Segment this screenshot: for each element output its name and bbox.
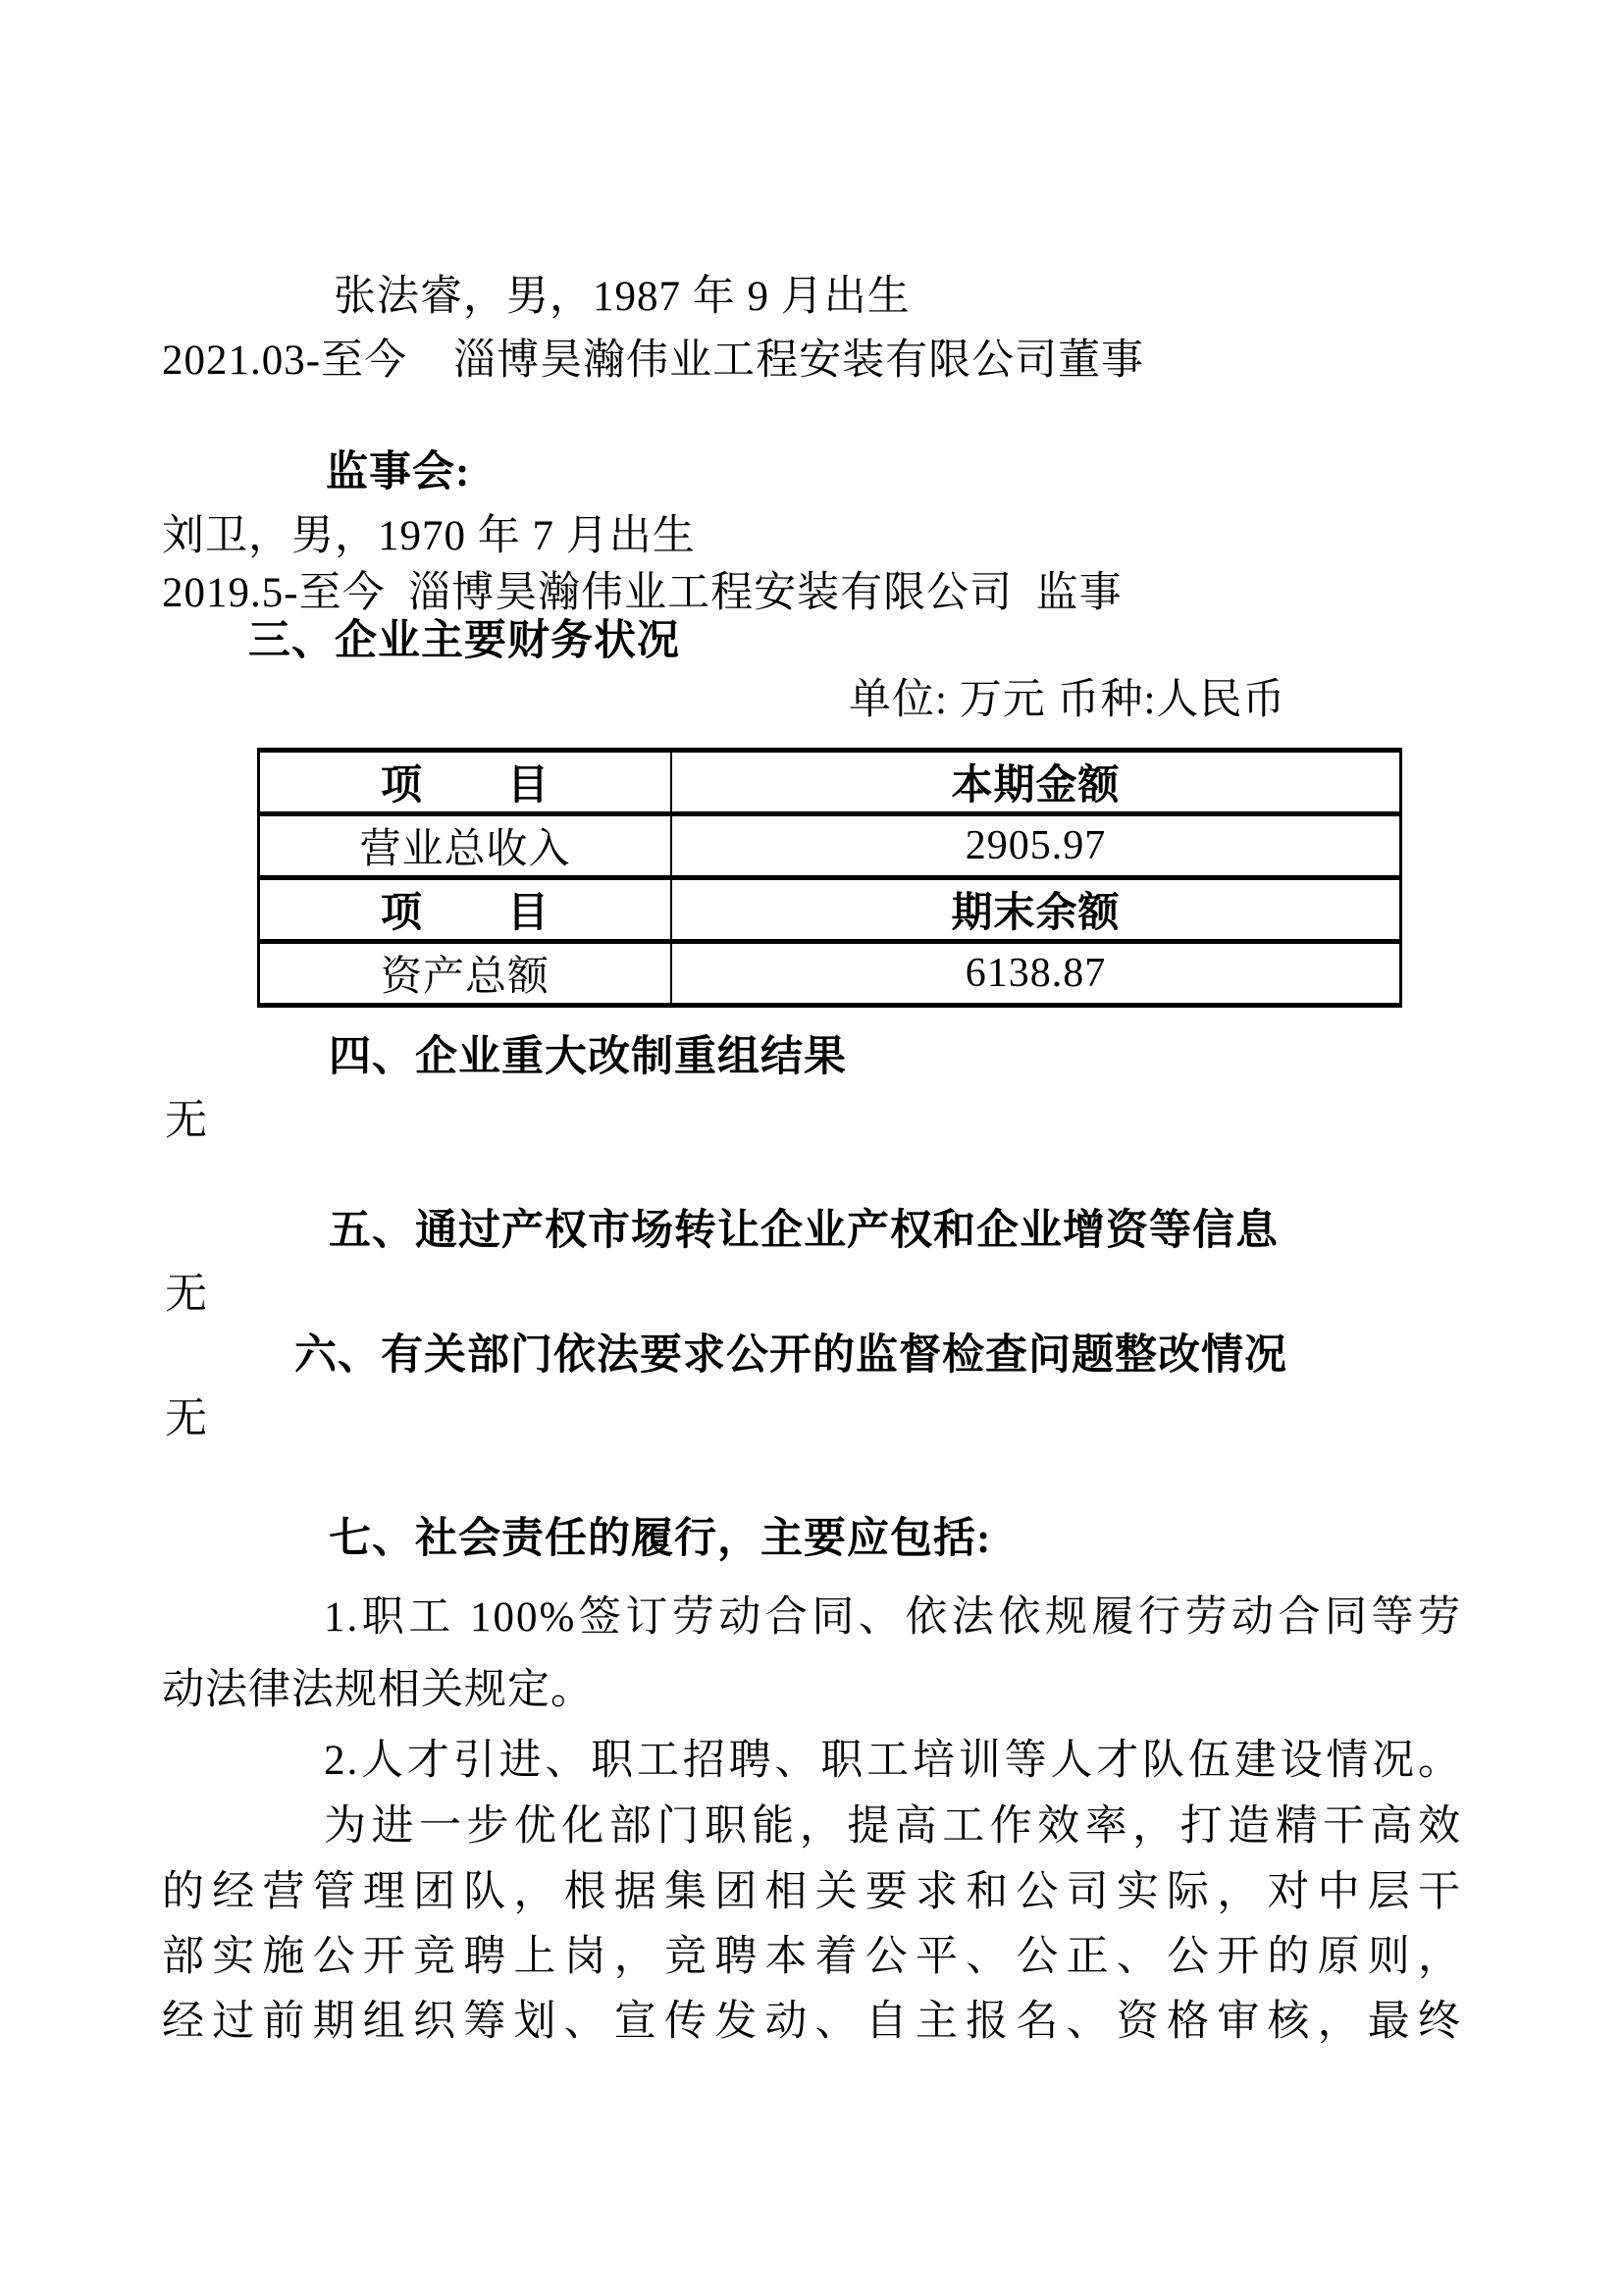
supervisory-board-heading: 监事会:	[326, 449, 471, 496]
supervisor-person-line: 刘卫，男，1970 年 7 月出生	[162, 513, 696, 559]
table-header-item: 项 目	[259, 751, 672, 814]
section-property-transfer-content: 无	[165, 1272, 208, 1318]
social-responsibility-para3-line3: 部实施公开竞聘上岗，竞聘本着公平、公正、公开的原则，	[162, 1934, 1462, 1980]
finance-table-header-row	[259, 751, 1401, 814]
table-cell-assets-value: 6138.87	[671, 942, 1401, 1006]
table-header-item-2: 项 目	[259, 878, 672, 942]
social-responsibility-para3-line2: 的经营管理团队，根据集团相关要求和公司实际，对中层干	[162, 1869, 1462, 1915]
finance-table-header-row-2	[259, 878, 1401, 942]
social-responsibility-para3-line1: 为进一步优化部门职能，提高工作效率，打造精干高效	[324, 1803, 1462, 1850]
social-responsibility-para3-line4: 经过前期组织筹划、宣传发动、自主报名、资格审核，最终	[162, 1999, 1462, 2045]
table-cell-revenue-label: 营业总收入	[259, 814, 672, 878]
social-responsibility-para2-line1: 2.人才引进、职工招聘、职工培训等人才队伍建设情况。	[324, 1738, 1462, 1784]
director-person-line: 张法睿，男，1987 年 9 月出生	[334, 274, 911, 320]
finance-table-row-assets	[259, 942, 1401, 1006]
social-responsibility-para1-line2: 动法律法规相关规定。	[162, 1667, 594, 1713]
section-property-transfer-heading: 五、通过产权市场转让企业产权和企业增资等信息	[329, 1208, 1279, 1254]
director-career-line: 2021.03-至今 淄博昊瀚伟业工程安装有限公司董事	[162, 338, 1145, 384]
table-cell-revenue-value: 2905.97	[671, 814, 1401, 878]
finance-table-row-revenue	[259, 814, 1401, 878]
section-restructuring-heading: 四、企业重大改制重组结果	[329, 1034, 847, 1080]
table-header-current-amount: 本期金额	[671, 751, 1401, 814]
section-social-responsibility-heading: 七、社会责任的履行，主要应包括:	[329, 1516, 992, 1562]
section-supervision-rectification-heading: 六、有关部门依法要求公开的监督检查问题整改情况	[294, 1332, 1287, 1379]
section-supervision-rectification-content: 无	[165, 1396, 208, 1442]
supervisor-career-line: 2019.5-至今 淄博昊瀚伟业工程安装有限公司 监事	[162, 570, 1123, 616]
finance-table	[257, 748, 1402, 1008]
table-header-ending-balance: 期末余额	[671, 878, 1401, 942]
unit-note: 单位: 万元 币种:人民币	[849, 677, 1286, 723]
section-finance-heading: 三、企业主要财务状况	[248, 618, 680, 664]
social-responsibility-para1-line1: 1.职工 100%签订劳动合同、依法依规履行劳动合同等劳	[324, 1594, 1462, 1641]
table-cell-assets-label: 资产总额	[259, 942, 672, 1006]
section-restructuring-content: 无	[165, 1098, 208, 1144]
